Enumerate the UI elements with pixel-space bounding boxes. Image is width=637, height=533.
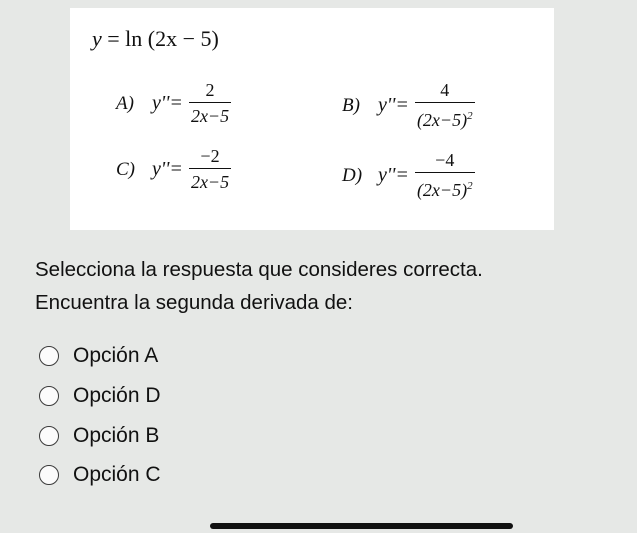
math-option-a <box>116 80 231 127</box>
math-option-numerator: −2 <box>200 146 220 166</box>
home-indicator[interactable] <box>210 523 513 529</box>
math-option-fraction <box>189 146 231 193</box>
radio-circle-icon[interactable] <box>39 386 59 406</box>
math-option-exponent: 2 <box>467 110 473 123</box>
choice-option-b[interactable] <box>39 424 159 448</box>
radio-circle-icon[interactable] <box>39 465 59 485</box>
choice-option-a[interactable] <box>39 344 158 368</box>
math-option-lhs: y''= <box>152 92 183 115</box>
choice-option-d[interactable] <box>39 384 161 408</box>
math-option-denominator: $(2x-5)^2$ <box>416 110 473 131</box>
function-lhs: y <box>92 26 102 51</box>
fraction-bar <box>415 172 475 173</box>
radio-circle-icon[interactable] <box>39 346 59 366</box>
math-option-letter: B) <box>342 94 360 116</box>
math-option-d <box>342 150 475 201</box>
math-option-fraction <box>189 80 231 127</box>
choice-label: Opción A <box>73 344 159 367</box>
question-instruction: Selecciona la respuesta que consideres correcta. <box>35 258 483 281</box>
choice-option-c[interactable] <box>39 463 161 487</box>
fraction-bar <box>415 102 475 103</box>
choice-label: Opción D <box>73 384 161 407</box>
math-option-lhs: y''= <box>152 158 183 181</box>
equation-image <box>70 8 554 230</box>
choice-label: Opción B <box>73 424 160 447</box>
math-option-exponent: 2 <box>467 180 473 193</box>
math-option-denominator: 2x−5 <box>190 172 230 193</box>
math-option-lhs: y''= <box>378 94 409 117</box>
math-option-c <box>116 146 231 193</box>
math-option-letter: C) <box>116 158 135 180</box>
math-option-b <box>342 80 475 131</box>
math-option-denominator: 2x−5 <box>190 106 230 127</box>
math-option-letter: A) <box>116 92 134 114</box>
math-option-numerator: −4 <box>435 150 455 170</box>
function-definition <box>92 26 219 52</box>
math-option-fraction <box>415 80 475 131</box>
math-option-letter: D) <box>342 164 363 186</box>
question-prompt: Encuentra la segunda derivada de: <box>35 291 353 314</box>
function-rhs: = ln (2x − 5) <box>107 26 219 51</box>
radio-circle-icon[interactable] <box>39 426 59 446</box>
fraction-bar <box>189 168 231 169</box>
choice-label: Opción C <box>73 463 161 486</box>
fraction-bar <box>189 102 231 103</box>
math-option-numerator: 4 <box>440 80 450 100</box>
math-option-fraction <box>415 150 475 201</box>
math-option-lhs: y''= <box>378 164 409 187</box>
math-option-numerator: 2 <box>205 80 215 100</box>
math-option-denominator: $(2x-5)^2$ <box>416 180 473 201</box>
